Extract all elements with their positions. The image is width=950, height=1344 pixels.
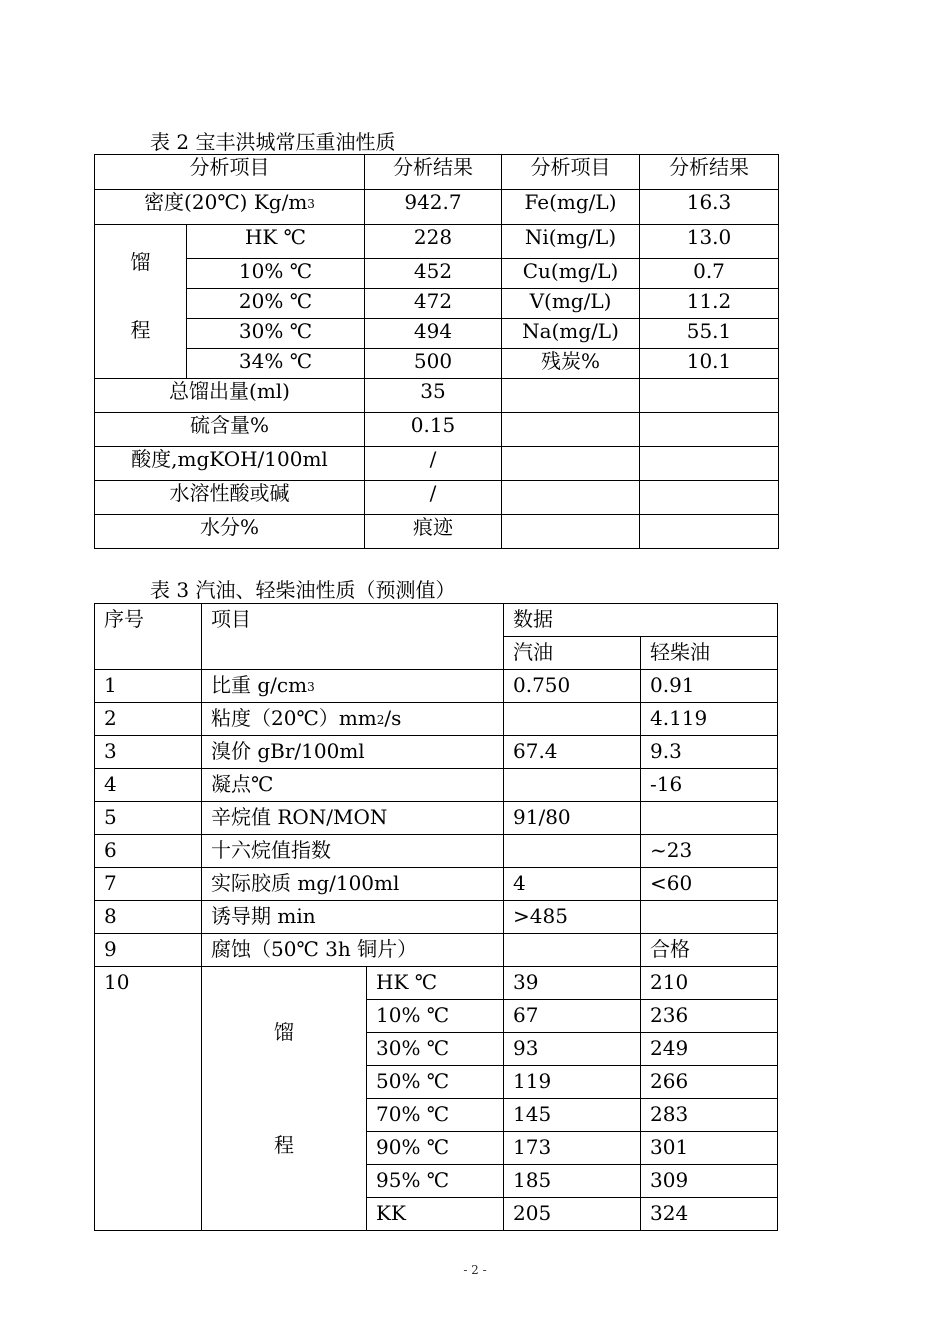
table2-row	[95, 319, 779, 349]
table2-cell: 水分%	[95, 515, 365, 549]
table2-cell	[502, 515, 640, 549]
table2-distill-cell	[95, 225, 187, 379]
table3-row	[95, 769, 778, 802]
table2-cell: V(mg/L)	[502, 289, 640, 319]
table2	[94, 154, 779, 549]
table2-cell: 228	[365, 225, 502, 259]
table3-cell: 6	[95, 835, 202, 868]
item-superscript: 3	[307, 680, 315, 694]
table3-row	[95, 703, 778, 736]
table3-cell: -16	[641, 769, 778, 802]
table3-cell: 凝点℃	[202, 769, 504, 802]
table3-cell: 7	[95, 868, 202, 901]
table3-cell	[504, 835, 641, 868]
table3-row	[95, 670, 778, 703]
item-text: 比重 g/cm	[211, 673, 308, 697]
table2-cell	[640, 515, 779, 549]
table2-row	[95, 447, 779, 481]
table2-cell: 35	[365, 379, 502, 413]
table3-cell: 210	[641, 967, 778, 1000]
table3-row	[95, 967, 778, 1000]
table3-cell: 8	[95, 901, 202, 934]
table3-cell: 249	[641, 1033, 778, 1066]
table2-cell: 34% ℃	[187, 349, 365, 379]
table3-cell: 70% ℃	[367, 1099, 504, 1132]
table2-cell: 11.2	[640, 289, 779, 319]
table3-cell: 3	[95, 736, 202, 769]
table3-cell	[641, 802, 778, 835]
table3-cell: 67.4	[504, 736, 641, 769]
distill-char: 程	[130, 318, 151, 342]
table3-header-cell: 轻柴油	[641, 637, 778, 670]
table2-cell: HK ℃	[187, 225, 365, 259]
table2-cell: 痕迹	[365, 515, 502, 549]
table2-cell: /	[365, 447, 502, 481]
table3-header-row	[95, 604, 778, 637]
table3-cell: 119	[504, 1066, 641, 1099]
table2-cell	[640, 481, 779, 515]
table3-cell: 283	[641, 1099, 778, 1132]
table2-row	[95, 413, 779, 447]
table2-cell	[502, 481, 640, 515]
table2-cell: 酸度,mgKOH/100ml	[95, 447, 365, 481]
table2-cell: 残炭%	[502, 349, 640, 379]
table3-header-cell: 项目	[202, 604, 504, 670]
table2-cell: Ni(mg/L)	[502, 225, 640, 259]
table3-cell	[641, 901, 778, 934]
table2-cell	[502, 413, 640, 447]
table2-cell: 16.3	[640, 190, 779, 225]
table2-cell	[95, 190, 365, 225]
density-label: 密度(20℃) Kg/m	[144, 190, 308, 214]
table2-cell: 55.1	[640, 319, 779, 349]
table3-cell: 10% ℃	[367, 1000, 504, 1033]
table3-cell: 0.750	[504, 670, 641, 703]
table3-cell: 91/80	[504, 802, 641, 835]
table3-cell: 辛烷值 RON/MON	[202, 802, 504, 835]
table2-cell	[640, 447, 779, 481]
table3-cell: 4.119	[641, 703, 778, 736]
table3	[94, 603, 778, 1231]
table3-header-cell: 汽油	[504, 637, 641, 670]
table3-cell: ~23	[641, 835, 778, 868]
table3-cell: 诱导期 min	[202, 901, 504, 934]
table3-cell: 95% ℃	[367, 1165, 504, 1198]
table2-cell	[640, 413, 779, 447]
table2-cell	[640, 379, 779, 413]
table2-header-cell: 分析项目	[502, 155, 640, 190]
item-superscript: 2	[376, 713, 385, 727]
table2-cell	[502, 447, 640, 481]
table2-header-row	[95, 155, 779, 190]
table2-cell: 10% ℃	[187, 259, 365, 289]
table2-cell: 0.7	[640, 259, 779, 289]
table3-row	[95, 802, 778, 835]
table3-cell: KK	[367, 1198, 504, 1231]
table2-cell: 494	[365, 319, 502, 349]
table2-cell: 硫含量%	[95, 413, 365, 447]
table3-cell: 2	[95, 703, 202, 736]
table2-header-cell: 分析项目	[95, 155, 365, 190]
table3-row	[95, 736, 778, 769]
table3-cell: 溴价 gBr/100ml	[202, 736, 504, 769]
table2-row	[95, 481, 779, 515]
table3-cell: HK ℃	[367, 967, 504, 1000]
table2-cell: 500	[365, 349, 502, 379]
table3-cell: 9.3	[641, 736, 778, 769]
table2-cell: 总馏出量(ml)	[95, 379, 365, 413]
table3-row	[95, 868, 778, 901]
table3-cell: 301	[641, 1132, 778, 1165]
item-text: 粘度（20℃）mm	[211, 706, 377, 730]
page-number: - 2 -	[463, 1263, 487, 1277]
table3-cell: 93	[504, 1033, 641, 1066]
table3-cell: 实际胶质 mg/100ml	[202, 868, 504, 901]
table3-cell: 4	[504, 868, 641, 901]
table3-cell: >485	[504, 901, 641, 934]
table2-cell: Fe(mg/L)	[502, 190, 640, 225]
table2-row	[95, 289, 779, 319]
table3-cell	[504, 769, 641, 802]
table2-row	[95, 190, 779, 225]
table3-cell: 39	[504, 967, 641, 1000]
table3-cell: 1	[95, 670, 202, 703]
table2-cell: 13.0	[640, 225, 779, 259]
table3-cell: 90% ℃	[367, 1132, 504, 1165]
table3-cell: 236	[641, 1000, 778, 1033]
table2-cell	[502, 379, 640, 413]
table3-cell: 腐蚀（50℃ 3h 铜片）	[202, 934, 504, 967]
table3-cell: 9	[95, 934, 202, 967]
table3-row	[95, 901, 778, 934]
item-text-tail: /s	[384, 706, 402, 730]
distill-char: 程	[274, 1133, 294, 1157]
table3-caption: 表 3 汽油、轻柴油性质（预测值）	[150, 578, 456, 602]
table3-cell: 145	[504, 1099, 641, 1132]
table2-cell: 30% ℃	[187, 319, 365, 349]
table3-cell: 266	[641, 1066, 778, 1099]
table3-cell: <60	[641, 868, 778, 901]
table2-row	[95, 515, 779, 549]
table3-header-cell: 数据	[504, 604, 778, 637]
table3-cell: 十六烷值指数	[202, 835, 504, 868]
table2-header-cell: 分析结果	[365, 155, 502, 190]
table3-row	[95, 835, 778, 868]
distill-char: 馏	[274, 1020, 294, 1044]
table3-cell: 309	[641, 1165, 778, 1198]
table2-cell: 472	[365, 289, 502, 319]
table3-row	[95, 934, 778, 967]
table3-header-cell: 序号	[95, 604, 202, 670]
table3-distill-cell	[202, 967, 367, 1231]
table2-cell: /	[365, 481, 502, 515]
table3-cell: 30% ℃	[367, 1033, 504, 1066]
table2-row	[95, 225, 779, 259]
table2-cell: 452	[365, 259, 502, 289]
table3-cell: 10	[95, 967, 202, 1231]
table3-cell	[202, 703, 504, 736]
table3-cell: 67	[504, 1000, 641, 1033]
table3-cell: 4	[95, 769, 202, 802]
table3-cell: 合格	[641, 934, 778, 967]
table3-cell: 0.91	[641, 670, 778, 703]
table2-cell: 942.7	[365, 190, 502, 225]
table2-header-cell: 分析结果	[640, 155, 779, 190]
table2-cell: 20% ℃	[187, 289, 365, 319]
table3-cell	[504, 934, 641, 967]
distill-char: 馏	[130, 250, 151, 274]
table3-cell: 185	[504, 1165, 641, 1198]
table3-cell: 324	[641, 1198, 778, 1231]
table3-cell: 205	[504, 1198, 641, 1231]
table2-row	[95, 259, 779, 289]
table2-row	[95, 379, 779, 413]
table2-cell: Na(mg/L)	[502, 319, 640, 349]
table2-cell: 0.15	[365, 413, 502, 447]
table2-cell: Cu(mg/L)	[502, 259, 640, 289]
table3-cell: 50% ℃	[367, 1066, 504, 1099]
table3-cell	[504, 703, 641, 736]
table2-caption: 表 2 宝丰洪城常压重油性质	[150, 130, 396, 154]
table2-row	[95, 349, 779, 379]
table2-cell: 10.1	[640, 349, 779, 379]
table2-cell: 水溶性酸或碱	[95, 481, 365, 515]
density-superscript: 3	[307, 197, 315, 211]
table3-cell: 5	[95, 802, 202, 835]
table3-cell: 173	[504, 1132, 641, 1165]
table3-cell	[202, 670, 504, 703]
